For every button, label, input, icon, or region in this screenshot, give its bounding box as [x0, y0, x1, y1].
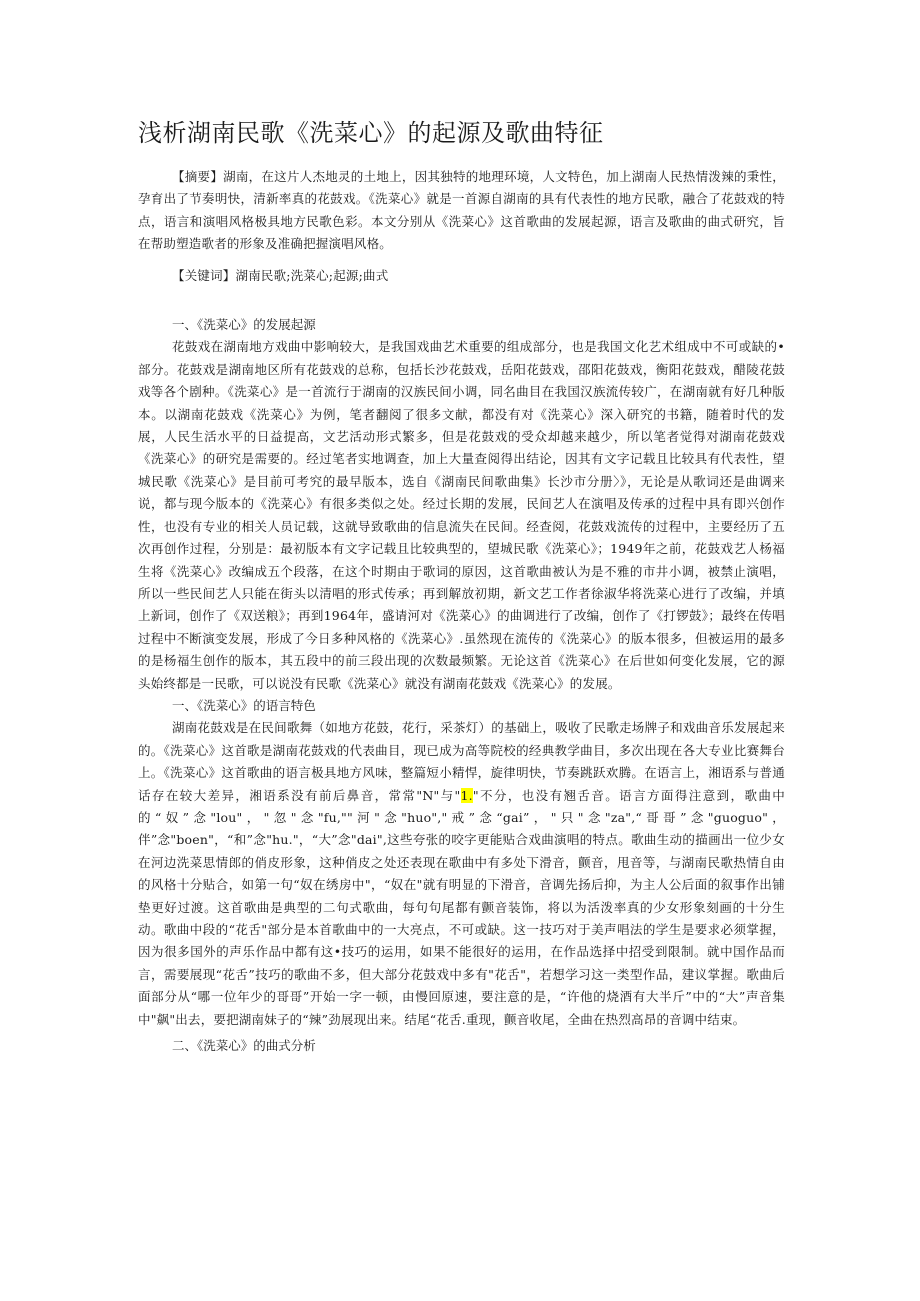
keywords: 【关键词】湖南民歌;洗菜心;起源;曲式	[172, 267, 389, 283]
abstract: 【摘要】湖南，在这片人杰地灵的土地上，因其独特的地理环境，人文特色，加上湖南人民热情泼辣的秉性，孕育出了节奏明快，清新率真的花鼓戏。《洗菜心》就是一首源自湖南的具有代表性的地方民歌，融合了花鼓戏的特点，语言和演唱风格极具地方民歌色彩。本文分别从《洗菜心》这首歌曲的发展起源，语言及歌曲的曲式研究，旨在帮助塑造歌者的形象及准确把握演唱风格。	[138, 169, 785, 252]
section-heading-origin: 一、《洗菜心》的发展起源	[172, 317, 316, 333]
section-body-language	[138, 717, 785, 1031]
body-text-part-1: 湖南花鼓戏是在民间歌舞（如地方花鼓，花行，采茶灯）的基础上，吸收了民歌走场牌子和戏曲音乐发展起来的。《洗菜心》这首歌是湖南花鼓戏的代表曲目，现已成为高等院校的经典教学曲目，多次出现在各大专业比赛舞台上。《洗菜心》这首歌曲的语言极具地方风味，整篇短小精悍，旋律明快，节奏跳跃欢腾。在语言上，湘语系与普通话存在较大差异，湘语系没有前后鼻音，常常"N"与"	[138, 720, 785, 803]
highlighted-text: 1.	[460, 787, 473, 803]
section-heading-language: 一、《洗菜心》的语言特色	[172, 697, 316, 713]
section-body-origin: 花鼓戏在湖南地方戏曲中影响较大，是我国戏曲艺术重要的组成部分，也是我国文化艺术组成中不可或缺的•部分。花鼓戏是湖南地区所有花鼓戏的总称，包括长沙花鼓戏，岳阳花鼓戏，邵阳花鼓戏，衡阳花鼓戏，醋陵花鼓戏等各个剧种。《洗菜心》是一首流行于湖南的汉族民间小调，同名曲目在我国汉族流传较广，在湖南就有好几种版本。以湖南花鼓戏《洗菜心》为例，笔者翻阅了很多文献，都没有对《洗菜心》深入研究的书籍，随着时代的发展，人民生活水平的日益提高，文艺活动形式繁多，但是花鼓戏的受众却越来越少，所以笔者觉得对湖南花鼓戏《洗菜心》的研究是需要的。经过笔者实地调查，加上大量查阅得出结论，因其有文字记载且比较具有代表性，望城民歌《洗菜心》是目前可考究的最早版本，选自《湖南民间歌曲集》长沙市分册〉》，无论是从歌词还是曲调来说，都与现今版本的《洗菜心》有很多类似之处。经过长期的发展，民间艺人在演唱及传承的过程中具有即兴创作性，也没有专业的相关人员记载，这就导致歌曲的信息流失在民间。经查阅，花鼓戏流传的过程中，主要经历了五次再创作过程，分别是：最初版本有文字记载且比较典型的，望城民歌《洗菜心》；1949年之前，花鼓戏艺人杨福生将《洗菜心》改编成五个段落，在这个时期由于歌词的原因，这首歌曲被认为是不雅的市井小调，被禁止演唱，所以一些民间艺人只能在街头以清唱的形式传承；再到解放初期，新文艺工作者徐淑华将洗菜心进行了改编，并填上新词，创作了《双送粮》；再到1964年，盛请河对《洗菜心》的曲调进行了改编，创作了《打锣鼓》；最终在传唱过程中不断演变发展，形成了今日多种风格的《洗菜心》.虽然现在流传的《洗菜心》的版本很多，但被运用的最多的是杨福生创作的版本，其五段中的前三段出现的次数最频繁。无论这首《洗菜心》在后世如何变化发展，它的源头始终都是一民歌，可以说没有民歌《洗菜心》就没有湖南花鼓戏《洗菜心》的发展。	[138, 339, 785, 691]
page-title: 浅析湖南民歌《洗菜心》的起源及歌曲特征	[138, 119, 604, 147]
body-text-part-2: "不分，也没有翘舌音。语言方面得注意到，歌曲中的“奴”念"lou"，"忽"念"fu,""河"念"huo","戒”念“gai”，"只"念"za",“哥哥”念"guoguo"，伴”念"boen"，“和”念"hu."，“大”念"dai",这些夸张的咬字更能贴合戏曲演唱的特点。歌曲生动的描画出一位少女在河边洗菜思情郎的俏皮形象，这种俏皮之处还表现在歌曲中有多处下滑音，颤音，甩音等，与湖南民歌热情自由的风格十分贴合，如第一句“奴在绣房中"，“奴在"就有明显的下滑音，音调先扬后抑，为主人公后面的叙事作出铺垫更好过渡。这首歌曲是典型的二句式歌曲，每句句尾都有颤音装饰，将以为活泼率真的少女形象刻画的十分生动。歌曲中段的“花舌"部分是本首歌曲中的一大亮点，不可或缺。这一技巧对于美声唱法的学生是要求必须掌握，因为很多国外的声乐作品中都有这•技巧的运用，如果不能很好的运用，在作品选择中招受到限制。就中国作品而言，需要展现“花舌”技巧的歌曲不多，但大部分花鼓戏中多有"花舌"，若想学习这一类型作品，建议掌握。歌曲后面部分从“哪一位年少的哥哥”开始一字一顿，由慢回原速，要注意的是，“许他的烧酒有大半斤”中的“大”声音集中"飙"出去，要把湖南妹子的“辣”劲展现出来。结尾“花舌.重现，颤音收尾，全曲在热烈高昂的音调中结束。	[138, 787, 785, 1027]
document-page	[138, 118, 785, 1057]
section-heading-form-analysis: 二、《洗菜心》的曲式分析	[172, 1038, 316, 1054]
